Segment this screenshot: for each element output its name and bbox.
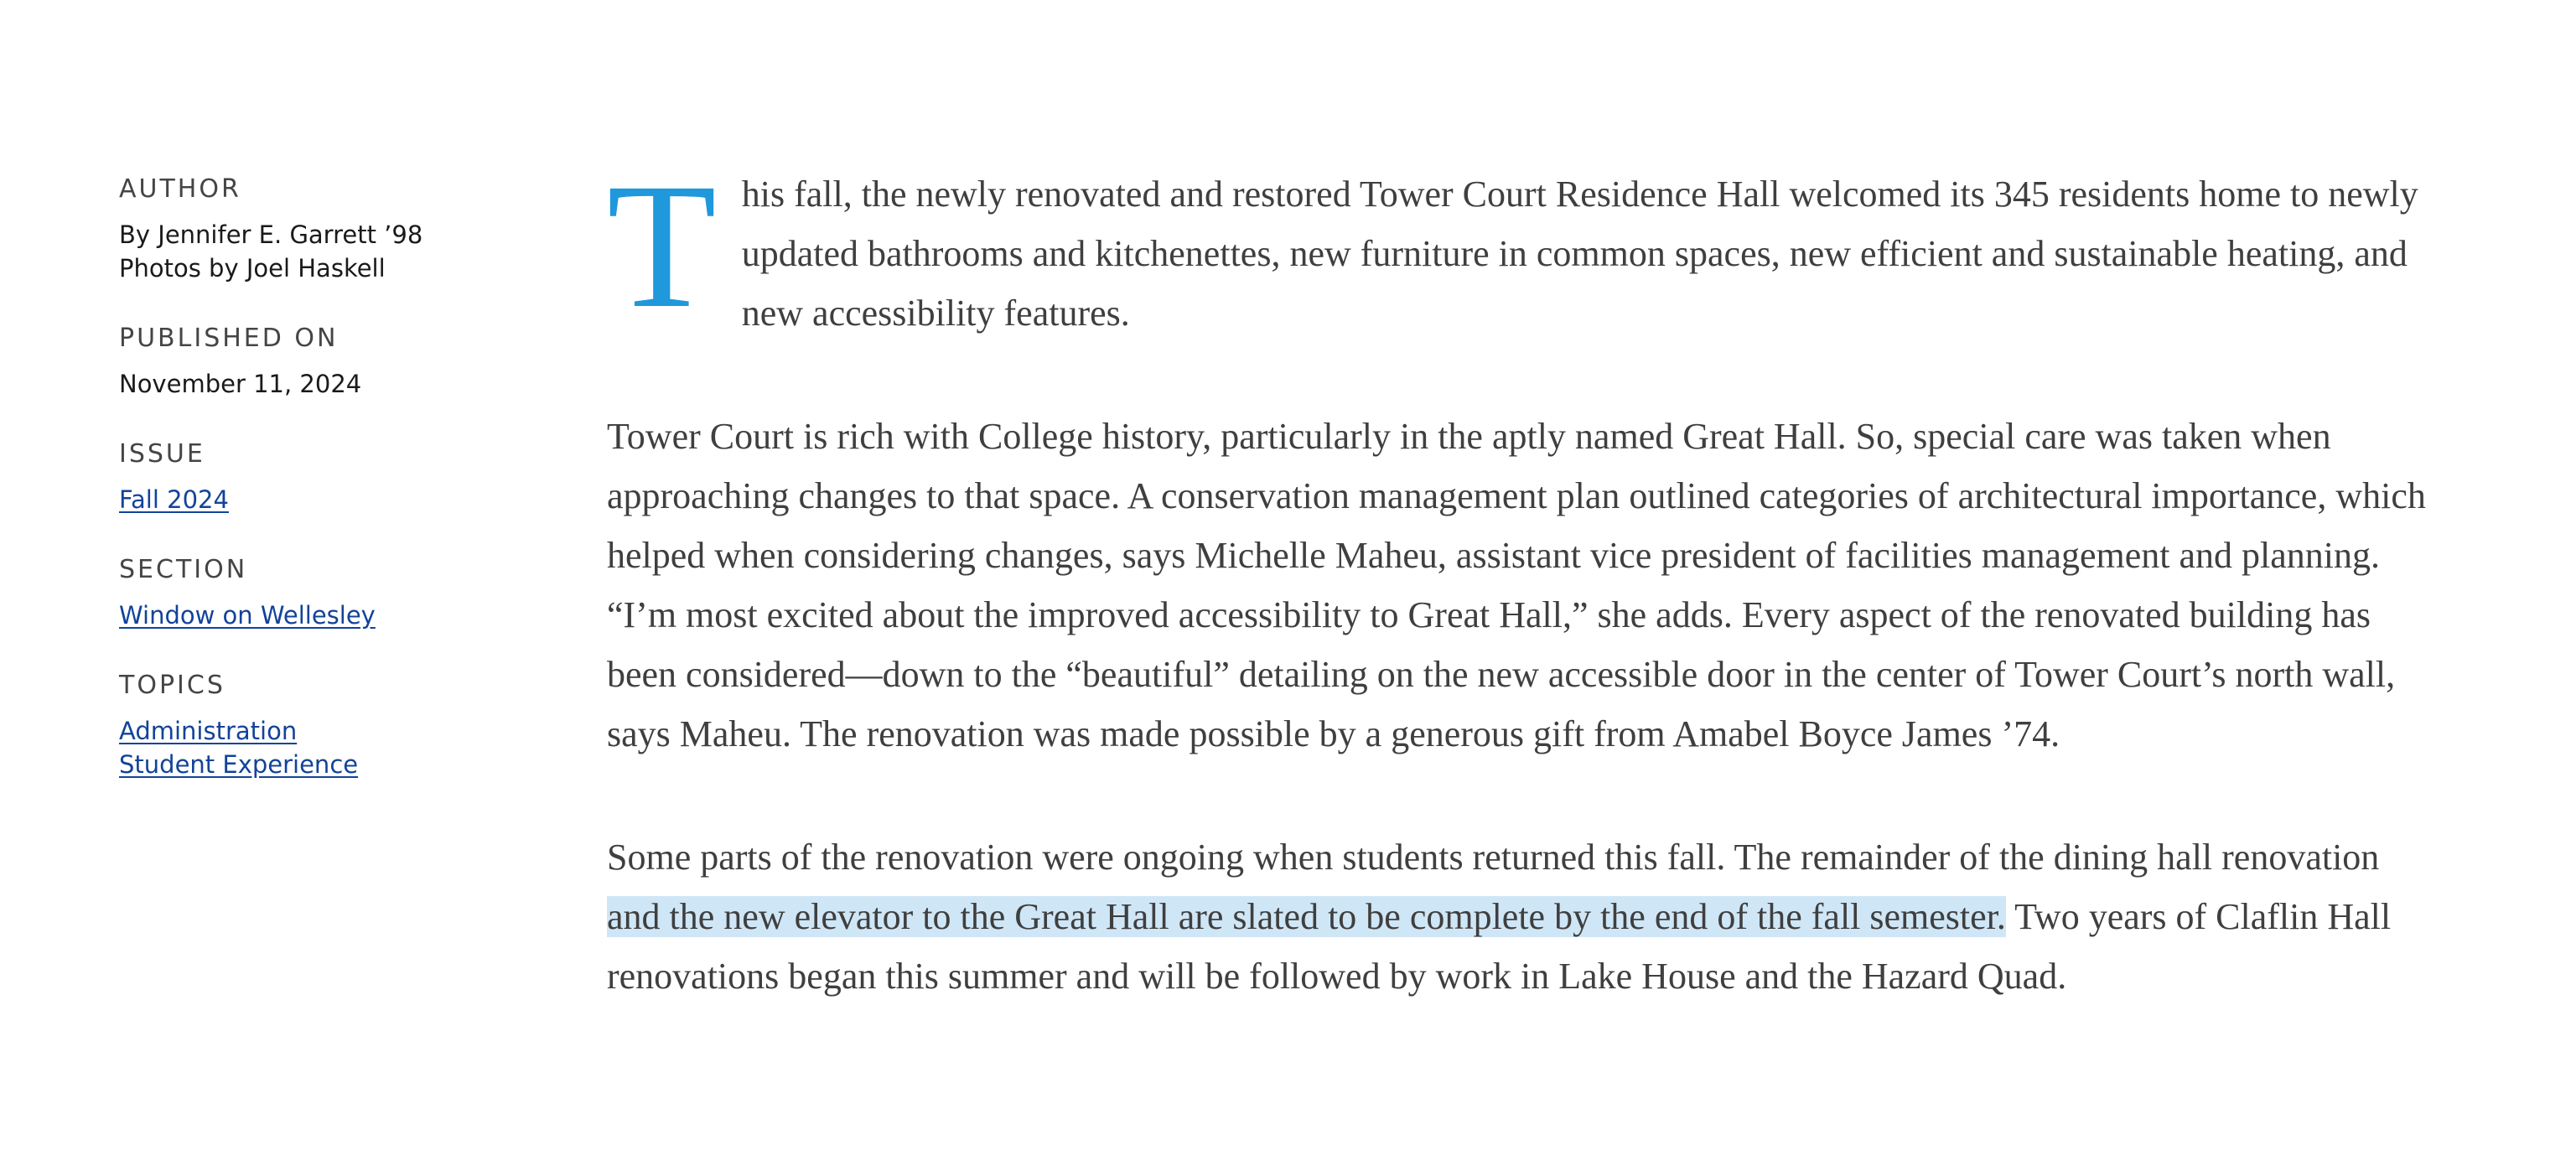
section-label: SECTION (119, 555, 248, 584)
section-group (119, 553, 471, 632)
paragraph-3-text-end: Two years of Claflin Hall renovations began this summer and will be followed by work in Lake House and the Hazard Quad. (607, 896, 2392, 997)
topics-group (119, 669, 471, 781)
issue-group (119, 438, 471, 516)
author-byline: By Jennifer E. Garrett ’98 (119, 220, 423, 249)
paragraph-3-text-start: Some parts of the renovation were ongoing when students returned this fall. The remainder of the dining hall renovation (607, 837, 2380, 878)
published-date: November 11, 2024 (119, 370, 362, 398)
photo-credit: Photos by Joel Haskell (119, 254, 386, 282)
author-group (119, 173, 471, 285)
article-paragraph-2: Tower Court is rich with College history, particularly in the aptly named Great Hall. So, special care was taken when approaching changes to that space. A conservation management plan outlined categories of architectural importance, which helped when considering changes, says Michelle Maheu, assistant vice president of facilities management and planning. “I’m most excited about the improved accessibility to Great Hall,” she adds. Every aspect of the renovated building has been considered—down to the “beautiful” detailing on the new accessible door in the center of Tower Court’s north wall, says Maheu. The renovation was made possible by a generous gift from Amabel Boyce James ’74. (607, 416, 2426, 754)
selected-text-highlight[interactable]: and the new elevator to the Great Hall are slated to be complete by the end of the fall semester. (607, 896, 2006, 937)
article-paragraph-3 (607, 827, 2434, 1006)
paragraph-1-text: his fall, the newly renovated and restored Tower Court Residence Hall welcomed its 345 residents home to newly updated bathrooms and kitchenettes, new furniture in common spaces, new efficient and sustainable heating, and new accessibility features. (741, 174, 2418, 334)
issue-label: ISSUE (119, 439, 205, 469)
author-label: AUTHOR (119, 174, 241, 204)
topic-link-student-experience[interactable]: Student Experience (119, 750, 359, 779)
section-link[interactable]: Window on Wellesley (119, 601, 376, 630)
topics-label: TOPICS (119, 671, 225, 700)
issue-link[interactable]: Fall 2024 (119, 485, 229, 514)
topic-link-administration[interactable]: Administration (119, 717, 298, 745)
drop-cap: T (607, 147, 717, 345)
article-paragraph-1 (607, 147, 2434, 345)
article-metadata-sidebar (119, 173, 471, 818)
published-group (119, 322, 471, 401)
published-label: PUBLISHED ON (119, 324, 339, 353)
article-body (607, 147, 2434, 1070)
